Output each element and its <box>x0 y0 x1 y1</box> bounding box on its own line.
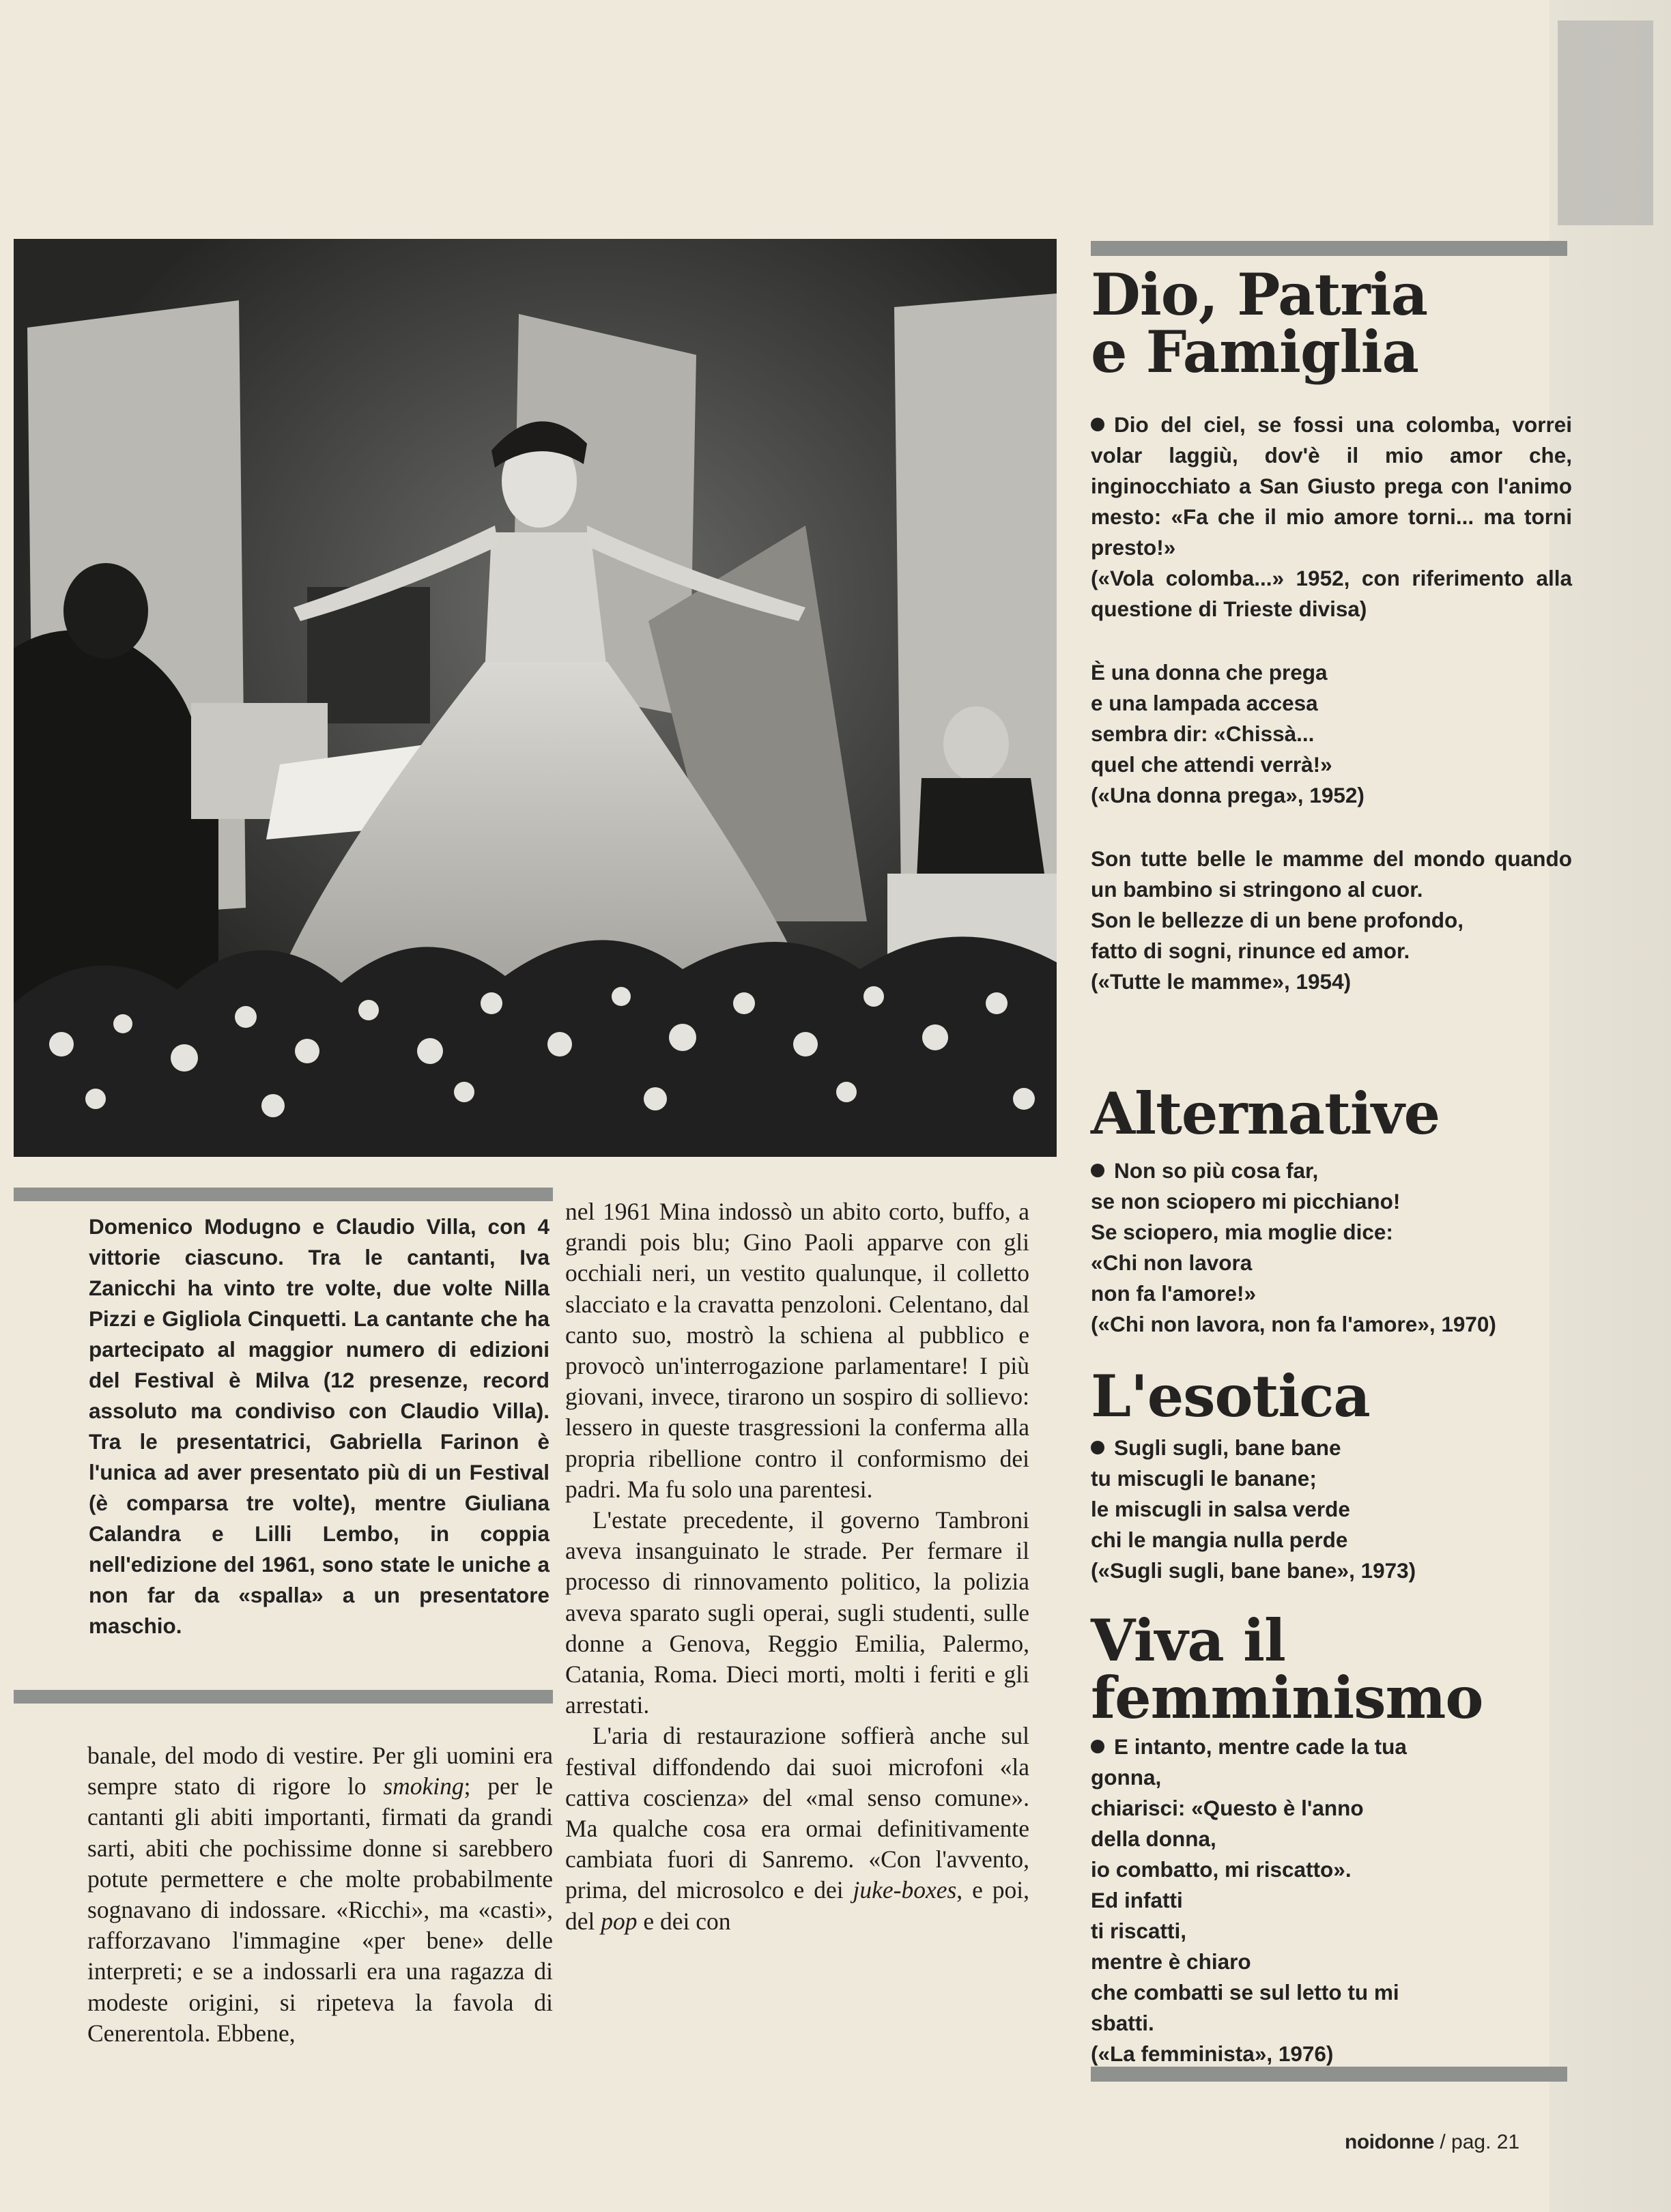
lyric-line: chiarisci: «Questo è l'anno <box>1091 1796 1364 1820</box>
text-italic: juke-boxes <box>853 1876 957 1904</box>
lyric-source: («Sugli sugli, bane bane», 1973) <box>1091 1558 1416 1583</box>
text-run: banale, del modo di vestire. Per gli uomini era sempre stato di rigore lo <box>87 1742 553 1800</box>
sidebar-top-rule <box>1091 241 1567 256</box>
sidebar-heading-3 <box>1091 1362 1370 1430</box>
article-paragraph <box>565 1721 1029 1936</box>
photo-caption <box>89 1211 549 1641</box>
bullet-icon <box>1091 1441 1104 1454</box>
article-paragraph <box>87 1740 553 2049</box>
article-paragraph: L'estate precedente, il governo Tambroni aveva insanguinato le strade. Per fermare il processo di rinnovamento politico, la polizia aveva sparato sugli operai, sugli studenti, sulle donne a Genova, Reggio Emilia, Palermo, Catania, Roma. Dieci morti, molti i feriti e gli arrestati. <box>565 1506 1029 1719</box>
lyric-line <box>1091 1433 1572 1463</box>
bullet-icon <box>1091 418 1104 431</box>
lyric-line: Son le bellezze di un bene profondo, <box>1091 908 1464 932</box>
sidebar-heading-4 <box>1091 1607 1483 1732</box>
text-run: ; per le cantanti gli abiti importanti, firmati da grandi sarti, abiti che pochissime donne si sarebbero potute permettere e che molte probabilmente sognavano di indossare. «Ricchi», ma «casti», rafforzavano l'immagine «per bene» delle interpreti; e se a indossarli era una ragazza di modeste origini, si ripeteva la favola di Cenerentola. Ebbene, <box>87 1772 553 2047</box>
lyric-line <box>1091 1155 1572 1186</box>
heading-line: Alternative <box>1091 1080 1440 1147</box>
caption-bottom-rule <box>14 1690 553 1704</box>
text-run: e dei con <box>637 1907 731 1935</box>
text-italic: pop <box>601 1907 638 1935</box>
text-run: , e poi, del <box>565 1876 1030 1935</box>
lyric-line: «Chi non lavora <box>1091 1250 1253 1275</box>
lyric-line: ti riscatti, <box>1091 1919 1187 1943</box>
lyric-text: Dio del ciel, se fossi una colomba, vorrei volar laggiù, dov'è il mio amor che, inginocchiato a San Giusto prega con l'animo mesto: «Fa che il mio amore torni... ma torni presto!» <box>1091 412 1572 560</box>
bullet-icon <box>1091 1164 1104 1177</box>
lyric-line: io combatto, mi riscatto». <box>1091 1857 1352 1882</box>
lyric-source: («Una donna prega», 1952) <box>1091 783 1365 807</box>
saxophonist <box>943 706 1009 781</box>
footer-separator: / <box>1440 2131 1446 2153</box>
lyric-source: («Vola colomba...» 1952, con riferimento alla questione di Trieste divisa) <box>1091 566 1572 621</box>
sidebar-lyrics-3 <box>1091 1433 1572 1586</box>
heading-line: e Famiglia <box>1091 318 1418 386</box>
article-paragraph: nel 1961 Mina indossò un abito corto, buffo, a grandi pois blu; Gino Paoli apparve con gli occhiali neri, un vestito qualunque, il colletto slacciato e la cravatta penzoloni. Celentano, dal canto suo, mostrò la schiena al pubblico e provocò un'interrogazione parlamentare! I più giovani, invece, tirarono un sospiro di sollievo: lessero in queste trasgressioni la conferma alla propria ribellione contro il conformismo dei padri. Ma fu solo una parentesi. <box>565 1198 1029 1503</box>
lyric-line: che combatti se sul letto tu mi <box>1091 1980 1399 2005</box>
magazine-logo: noidonne <box>1345 2131 1434 2153</box>
heading-line: Dio, Patria <box>1091 261 1427 328</box>
lyric-line: della donna, <box>1091 1826 1216 1851</box>
lyric-line: sbatti. <box>1091 2011 1154 2035</box>
bullet-icon <box>1091 1740 1104 1753</box>
heading-line: Viva il <box>1091 1607 1285 1674</box>
lyric-line: Se sciopero, mia moglie dice: <box>1091 1220 1393 1244</box>
lyric-line: gonna, <box>1091 1765 1162 1790</box>
lyric-line: quel che attendi verrà!» <box>1091 752 1332 777</box>
lyric-verse: Son tutte belle le mamme del mondo quando un bambino si stringono al cuor. <box>1091 846 1572 902</box>
lyric-line <box>1091 1732 1572 1762</box>
caption-text: Domenico Modugno e Claudio Villa, con 4 vittorie ciascuno. Tra le cantanti, Iva Zanicchi ha vinto tre volte, due volte Nilla Pizzi e Gigliola Cinquetti. La cantante che ha partecipato al maggior numero di edizioni del Festival è Milva (12 presenze, record assoluto ma condiviso con Claudio Villa). Tra le presentatrici, Gabriella Farinon è l'unica ad aver presentato più di un Festival (è comparsa tre volte), mentre Giuliana Calandra e Lilli Lembo, in coppia nell'edizione del 1961, sono state le uniche a non far da «spalla» a un presentatore maschio. <box>89 1214 549 1638</box>
page-footer <box>1345 2131 1519 2154</box>
lyric-source: («Chi non lavora, non fa l'amore», 1970) <box>1091 1312 1496 1336</box>
sidebar-heading-1 <box>1091 261 1427 386</box>
facing-page-bar <box>1558 20 1653 225</box>
sidebar-lyrics-2 <box>1091 1155 1572 1340</box>
lyric-line: chi le mangia nulla perde <box>1091 1527 1348 1552</box>
text-italic: smoking <box>383 1772 464 1800</box>
lyric-line: se non sciopero mi picchiano! <box>1091 1189 1401 1213</box>
stage-photo <box>14 239 1057 1157</box>
lyric-line: fatto di sogni, rinunce ed amor. <box>1091 938 1410 963</box>
lyric-line: non fa l'amore!» <box>1091 1281 1257 1306</box>
stage-photo-drawing <box>14 239 1057 1157</box>
article-column-2 <box>565 1196 1029 1937</box>
lyric-text: E intanto, mentre cade la tua <box>1114 1734 1407 1759</box>
lyric-text: Sugli sugli, bane bane <box>1114 1435 1341 1460</box>
lyric-line: e una lampada accesa <box>1091 691 1318 715</box>
caption-top-rule <box>14 1188 553 1201</box>
lyric-line: È una donna che prega <box>1091 660 1328 685</box>
page-number: pag. 21 <box>1451 2131 1520 2153</box>
sidebar-heading-2 <box>1091 1080 1440 1147</box>
lyric-line: mentre è chiaro <box>1091 1949 1251 1974</box>
sidebar-lyrics-4 <box>1091 1732 1572 2069</box>
lyric-line: tu miscugli le banane; <box>1091 1466 1317 1491</box>
text-run: L'aria di restaurazione soffierà anche sul festival diffondendo dai suoi microfoni «la cattiva coscienza» del «mal senso comune». Ma qualche cosa era ormai definitivamente cambiata fuori di Sanremo. «Con l'avvento, prima, del microsolco e dei <box>565 1722 1029 1904</box>
lyric-verse <box>1091 410 1572 563</box>
sidebar-lyrics-1 <box>1091 410 1572 997</box>
lyric-source: («La femminista», 1976) <box>1091 2041 1334 2066</box>
lyric-source: («Tutte le mamme», 1954) <box>1091 969 1352 994</box>
heading-line: L'esotica <box>1091 1362 1370 1430</box>
article-column-1 <box>87 1740 553 2049</box>
lyric-line: le miscugli in salsa verde <box>1091 1497 1350 1521</box>
heading-line: femminismo <box>1091 1664 1483 1732</box>
lyric-line: Ed infatti <box>1091 1888 1183 1912</box>
lyric-line: sembra dir: «Chissà... <box>1091 721 1315 746</box>
lyric-text: Non so più cosa far, <box>1114 1158 1319 1183</box>
